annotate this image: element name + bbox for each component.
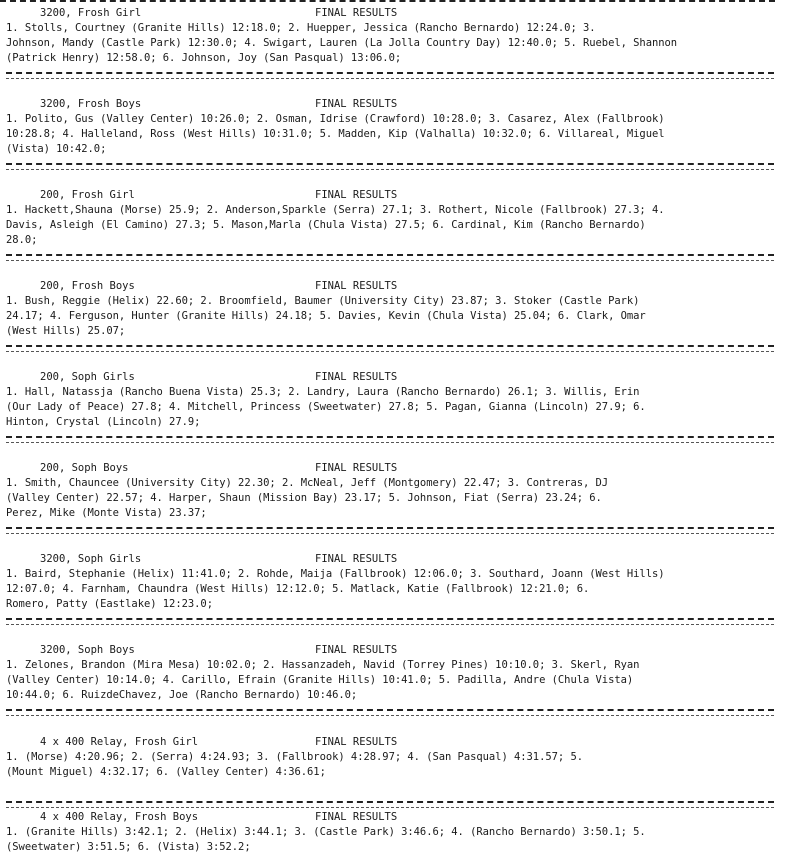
event-results	[6, 750, 774, 780]
event-header	[6, 97, 774, 112]
event-status: FINAL RESULTS	[315, 811, 398, 823]
event-name: 200, Soph Girls	[40, 371, 135, 383]
event-status: FINAL RESULTS	[315, 98, 398, 110]
event-header	[6, 461, 774, 476]
event-name: 3200, Frosh Girl	[40, 7, 142, 19]
result-line: (Our Lady of Peace) 27.8; 4. Mitchell, Princess (Sweetwater) 27.8; 5. Pagan, Gianna (Lincoln) 27.9; 6.	[6, 401, 646, 413]
event-results	[6, 203, 774, 248]
result-line: 24.17; 4. Ferguson, Hunter (Granite Hills) 24.18; 5. Davies, Kevin (Chula Vista) 25.04; 6. Clark, Omar	[6, 310, 646, 322]
event-results	[6, 21, 774, 66]
event-separator	[6, 436, 774, 443]
result-line: Johnson, Mandy (Castle Park) 12:30.0; 4. Swigart, Lauren (La Jolla Country Day) 12:40.0; 5. Ruebel, Shannon	[6, 37, 678, 49]
event-block	[6, 552, 774, 612]
event-separator	[6, 163, 774, 170]
event-status: FINAL RESULTS	[315, 553, 398, 565]
event-separator	[6, 709, 774, 716]
event-name: 4 x 400 Relay, Frosh Girl	[40, 736, 199, 748]
event-header	[6, 188, 774, 203]
event-results	[6, 112, 774, 157]
result-line: 28.0;	[6, 234, 38, 246]
event-results	[6, 567, 774, 612]
result-line: 1. Hackett,Shauna (Morse) 25.9; 2. Anderson,Sparkle (Serra) 27.1; 3. Rothert, Nicole (Fallbrook) 27.3; 4.	[6, 204, 665, 216]
result-line: (Mount Miguel) 4:32.17; 6. (Valley Center) 4:36.61;	[6, 766, 326, 778]
result-line: 1. (Granite Hills) 3:42.1; 2. (Helix) 3:44.1; 3. (Castle Park) 3:46.6; 4. (Rancho Bernardo) 3:50.1; 5.	[6, 826, 646, 838]
event-separator	[6, 801, 774, 808]
event-status: FINAL RESULTS	[315, 371, 398, 383]
result-line: (Vista) 10:42.0;	[6, 143, 107, 155]
result-line: (Valley Center) 22.57; 4. Harper, Shaun (Mission Bay) 23.17; 5. Johnson, Fiat (Serra) 23.24; 6.	[6, 492, 602, 504]
event-block	[6, 370, 774, 430]
event-header	[6, 6, 774, 21]
event-status: FINAL RESULTS	[315, 280, 398, 292]
event-name: 200, Frosh Boys	[40, 280, 135, 292]
event-name: 200, Frosh Girl	[40, 189, 135, 201]
event-header	[6, 552, 774, 567]
event-results	[6, 825, 774, 855]
event-results	[6, 385, 774, 430]
result-line: Hinton, Crystal (Lincoln) 27.9;	[6, 416, 201, 428]
event-name: 4 x 400 Relay, Frosh Boys	[40, 811, 199, 823]
event-block	[6, 279, 774, 339]
event-header	[6, 370, 774, 385]
result-line: 1. Zelones, Brandon (Mira Mesa) 10:02.0; 2. Hassanzadeh, Navid (Torrey Pines) 10:10.0; 3. Skerl, Ryan	[6, 659, 640, 671]
event-status: FINAL RESULTS	[315, 7, 398, 19]
top-separator	[0, 0, 775, 4]
result-line: 1. Smith, Chauncee (University City) 22.30; 2. McNeal, Jeff (Montgomery) 22.47; 3. Contreras, DJ	[6, 477, 609, 489]
event-name: 200, Soph Boys	[40, 462, 129, 474]
result-line: 1. Bush, Reggie (Helix) 22.60; 2. Broomfield, Baumer (University City) 23.87; 3. Stoker (Castle Park)	[6, 295, 640, 307]
result-line: Perez, Mike (Monte Vista) 23.37;	[6, 507, 207, 519]
event-separator	[6, 345, 774, 352]
event-block	[6, 6, 774, 66]
result-line: 1. Baird, Stephanie (Helix) 11:41.0; 2. Rohde, Maija (Fallbrook) 12:06.0; 3. Southard, Joann (West Hills)	[6, 568, 665, 580]
event-header	[6, 643, 774, 658]
result-line: Romero, Patty (Eastlake) 12:23.0;	[6, 598, 213, 610]
event-results	[6, 294, 774, 339]
event-separator	[6, 527, 774, 534]
event-status: FINAL RESULTS	[315, 462, 398, 474]
event-separator	[6, 254, 774, 261]
result-line: (West Hills) 25.07;	[6, 325, 126, 337]
event-block	[6, 643, 774, 703]
event-block	[6, 810, 774, 855]
result-line: Davis, Asleigh (El Camino) 27.3; 5. Mason,Marla (Chula Vista) 27.5; 6. Cardinal, Kim (Rancho Bernardo)	[6, 219, 646, 231]
event-results	[6, 658, 774, 703]
result-line: 1. Stolls, Courtney (Granite Hills) 12:18.0; 2. Huepper, Jessica (Rancho Bernardo) 12:24.0; 3.	[6, 22, 596, 34]
event-block	[6, 735, 774, 780]
event-header	[6, 735, 774, 750]
result-line: (Patrick Henry) 12:58.0; 6. Johnson, Joy (San Pasqual) 13:06.0;	[6, 52, 402, 64]
event-name: 3200, Frosh Boys	[40, 98, 142, 110]
event-status: FINAL RESULTS	[315, 736, 398, 748]
result-line: 1. Polito, Gus (Valley Center) 10:26.0; 2. Osman, Idrise (Crawford) 10:28.0; 3. Casarez, Alex (Fallbrook)	[6, 113, 665, 125]
event-header	[6, 279, 774, 294]
result-line: 1. Hall, Natassja (Rancho Buena Vista) 25.3; 2. Landry, Laura (Rancho Bernardo) 26.1; 3. Willis, Erin	[6, 386, 640, 398]
result-line: 1. (Morse) 4:20.96; 2. (Serra) 4:24.93; 3. (Fallbrook) 4:28.97; 4. (San Pasqual) 4:31.57; 5.	[6, 751, 583, 763]
result-line: 12:07.0; 4. Farnham, Chaundra (West Hills) 12:12.0; 5. Matlack, Katie (Fallbrook) 12:21.0; 6.	[6, 583, 590, 595]
event-block	[6, 461, 774, 521]
result-line: (Sweetwater) 3:51.5; 6. (Vista) 3:52.2;	[6, 841, 251, 853]
event-separator	[6, 72, 774, 79]
event-separator	[6, 618, 774, 625]
event-header	[6, 810, 774, 825]
result-line: (Valley Center) 10:14.0; 4. Carillo, Efrain (Granite Hills) 10:41.0; 5. Padilla, Andre (Chula Vista)	[6, 674, 634, 686]
event-results	[6, 476, 774, 521]
event-status: FINAL RESULTS	[315, 189, 398, 201]
event-name: 3200, Soph Boys	[40, 644, 135, 656]
event-name: 3200, Soph Girls	[40, 553, 142, 565]
result-line: 10:44.0; 6. RuizdeChavez, Joe (Rancho Bernardo) 10:46.0;	[6, 689, 358, 701]
event-block	[6, 97, 774, 157]
event-block	[6, 188, 774, 248]
result-line: 10:28.8; 4. Halleland, Ross (West Hills) 10:31.0; 5. Madden, Kip (Valhalla) 10:32.0; 6. Villareal, Miguel	[6, 128, 665, 140]
event-status: FINAL RESULTS	[315, 644, 398, 656]
